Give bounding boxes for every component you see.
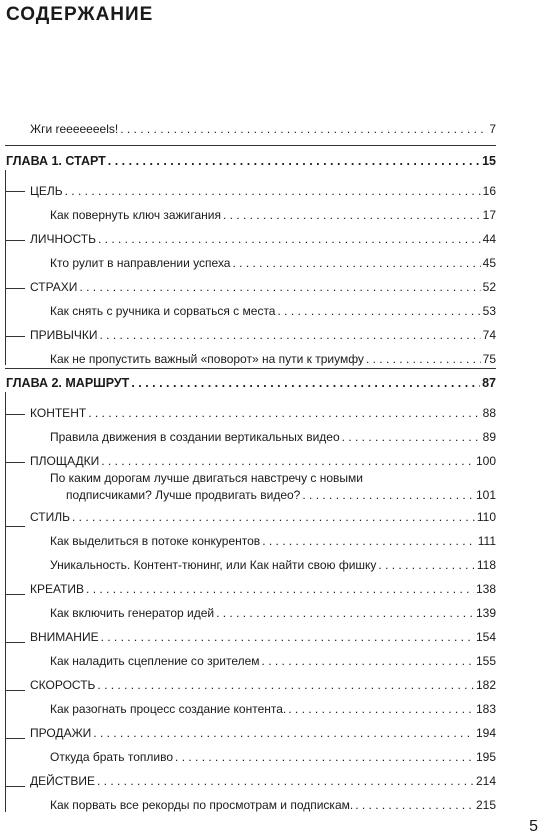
toc-page: 138 — [475, 582, 496, 596]
toc-label: ЦЕЛЬ — [30, 184, 63, 198]
toc-subsection[interactable] — [50, 428, 496, 444]
toc-label: ДЕЙСТВИЕ — [30, 774, 95, 788]
toc-page: 118 — [476, 558, 496, 572]
leader-dots — [93, 726, 474, 740]
leader-dots — [378, 558, 474, 572]
toc-subsection-multiline[interactable] — [50, 470, 496, 502]
toc-label: ПРОДАЖИ — [30, 726, 92, 740]
toc-page: 17 — [482, 208, 496, 222]
toc-chapter-1[interactable] — [6, 152, 496, 168]
toc-page: 44 — [482, 232, 496, 246]
leader-dots — [97, 678, 474, 692]
toc-page: 214 — [475, 774, 496, 788]
bracket-tick — [5, 462, 25, 463]
bracket-tick — [5, 336, 25, 337]
leader-dots — [175, 750, 474, 764]
toc-label: подписчиками? Лучше продвигать видео? — [66, 488, 301, 502]
toc-label: КОНТЕНТ — [30, 406, 87, 420]
bracket-tick — [5, 690, 25, 691]
toc-page: 215 — [475, 798, 496, 812]
toc-subsection[interactable] — [50, 652, 496, 668]
leader-dots — [288, 702, 474, 716]
toc-subsection[interactable] — [50, 532, 496, 548]
bracket-tick — [5, 414, 25, 415]
toc-label: КРЕАТИВ — [30, 582, 85, 596]
toc-label: Как порвать все рекорды по просмотрам и подпискам. — [50, 798, 354, 812]
toc-label: Как снять с ручника и сорваться с места — [50, 304, 276, 318]
leader-dots — [79, 280, 480, 294]
toc-label: ПЛОЩАДКИ — [30, 454, 100, 468]
leader-dots — [355, 798, 474, 812]
bracket-tick — [5, 240, 25, 241]
toc-label: Уникальность. Контент-тюнинг, или Как найти свою фишку — [50, 558, 377, 572]
leader-dots — [86, 582, 474, 596]
toc-section[interactable] — [30, 676, 496, 692]
toc-label: Откуда брать топливо — [50, 750, 174, 764]
toc-subsection[interactable] — [50, 796, 496, 812]
leader-dots — [101, 454, 474, 468]
leader-dots — [72, 510, 475, 524]
toc-label: Как не пропустить важный «поворот» на пути к триумфу — [50, 352, 364, 366]
chapter-2-bracket — [5, 392, 6, 812]
toc-section[interactable] — [30, 772, 496, 788]
toc-section[interactable] — [30, 628, 496, 644]
toc-label: Кто рулит в направлении успеха — [50, 256, 231, 270]
toc-subsection[interactable] — [50, 302, 496, 318]
toc-section[interactable] — [30, 508, 496, 524]
leader-dots — [262, 654, 474, 668]
toc-label: СТРАХИ — [30, 280, 78, 294]
toc-section[interactable] — [30, 230, 496, 246]
toc-section[interactable] — [30, 452, 496, 468]
bracket-tick — [5, 642, 25, 643]
toc-label: СТИЛЬ — [30, 510, 70, 524]
leader-dots — [131, 376, 480, 390]
toc-page: 101 — [475, 488, 496, 502]
toc-label: СКОРОСТЬ — [30, 678, 96, 692]
toc-page: 45 — [482, 256, 496, 270]
toc-page: 100 — [475, 454, 496, 468]
toc-section[interactable] — [30, 326, 496, 342]
leader-dots — [97, 774, 474, 788]
toc-section[interactable] — [30, 724, 496, 740]
toc-label: Как включить генератор идей — [50, 606, 215, 620]
toc-page: 15 — [482, 154, 496, 168]
separator-line — [5, 368, 496, 369]
toc-label: Как наладить сцепление со зрителем — [50, 654, 260, 668]
toc-label: ПРИВЫЧКИ — [30, 328, 98, 342]
toc-page: 89 — [482, 430, 496, 444]
toc-page: 155 — [475, 654, 496, 668]
toc-entry-intro[interactable] — [30, 120, 496, 136]
toc-label: Как разогнать процесс создание контента. — [50, 702, 287, 716]
toc-page: 182 — [475, 678, 496, 692]
page-number: 5 — [529, 818, 538, 835]
leader-dots — [98, 232, 481, 246]
toc-subsection[interactable] — [50, 700, 496, 716]
toc-section[interactable] — [30, 580, 496, 596]
toc-label: ЛИЧНОСТЬ — [30, 232, 96, 246]
leader-dots — [216, 606, 474, 620]
toc-page: 16 — [482, 184, 496, 198]
leader-dots — [223, 208, 481, 222]
toc-label: ГЛАВА 1. СТАРТ — [6, 154, 106, 168]
toc-label: ВНИМАНИЕ — [30, 630, 99, 644]
toc-subsection[interactable] — [50, 254, 496, 270]
toc-subsection[interactable] — [50, 604, 496, 620]
toc-subsection[interactable] — [50, 206, 496, 222]
bracket-tick — [5, 288, 25, 289]
toc-page: 7 — [489, 122, 496, 136]
toc-chapter-2[interactable] — [6, 374, 496, 390]
leader-dots — [262, 534, 476, 548]
page-title: СОДЕРЖАНИЕ — [6, 4, 154, 25]
toc-section[interactable] — [30, 182, 496, 198]
toc-page: 154 — [475, 630, 496, 644]
toc-label: ГЛАВА 2. МАРШРУТ — [6, 376, 130, 390]
toc-line-wrap — [50, 486, 496, 502]
toc-page: 75 — [482, 352, 496, 366]
toc-page: 87 — [482, 376, 496, 390]
leader-dots — [302, 488, 474, 502]
bracket-tick — [5, 786, 25, 787]
leader-dots — [232, 256, 480, 270]
leader-dots — [120, 122, 487, 136]
toc-page: 110 — [476, 510, 496, 524]
bracket-tick — [5, 191, 25, 192]
toc-page: 111 — [477, 534, 496, 548]
toc-section[interactable] — [30, 278, 496, 294]
leader-dots — [100, 328, 481, 342]
toc-page: 195 — [475, 750, 496, 764]
leader-dots — [342, 430, 481, 444]
toc-section[interactable] — [30, 404, 496, 420]
toc-label: По каким дорогам лучше двигаться навстречу с новыми — [50, 471, 363, 485]
separator-line — [5, 145, 496, 146]
toc-subsection[interactable] — [50, 350, 496, 366]
leader-dots — [65, 184, 481, 198]
toc-page: 194 — [475, 726, 496, 740]
toc-page: 88 — [482, 406, 496, 420]
toc-page: 52 — [482, 280, 496, 294]
toc-label: Как повернуть ключ зажигания — [50, 208, 221, 222]
toc-page: 74 — [482, 328, 496, 342]
toc-page: 53 — [482, 304, 496, 318]
leader-dots — [88, 406, 480, 420]
toc-subsection[interactable] — [50, 556, 496, 572]
bracket-tick — [5, 594, 25, 595]
toc-page: 139 — [475, 606, 496, 620]
toc-page: 183 — [475, 702, 496, 716]
bracket-tick — [5, 526, 25, 527]
leader-dots — [366, 352, 481, 366]
leader-dots — [101, 630, 474, 644]
toc-subsection[interactable] — [50, 748, 496, 764]
leader-dots — [277, 304, 480, 318]
toc-label: Как выделиться в потоке конкурентов — [50, 534, 261, 548]
toc-label: Жги reeeeeeels! — [30, 122, 119, 136]
leader-dots — [108, 154, 480, 168]
toc-label: Правила движения в создании вертикальных видео — [50, 430, 340, 444]
bracket-tick — [5, 738, 25, 739]
